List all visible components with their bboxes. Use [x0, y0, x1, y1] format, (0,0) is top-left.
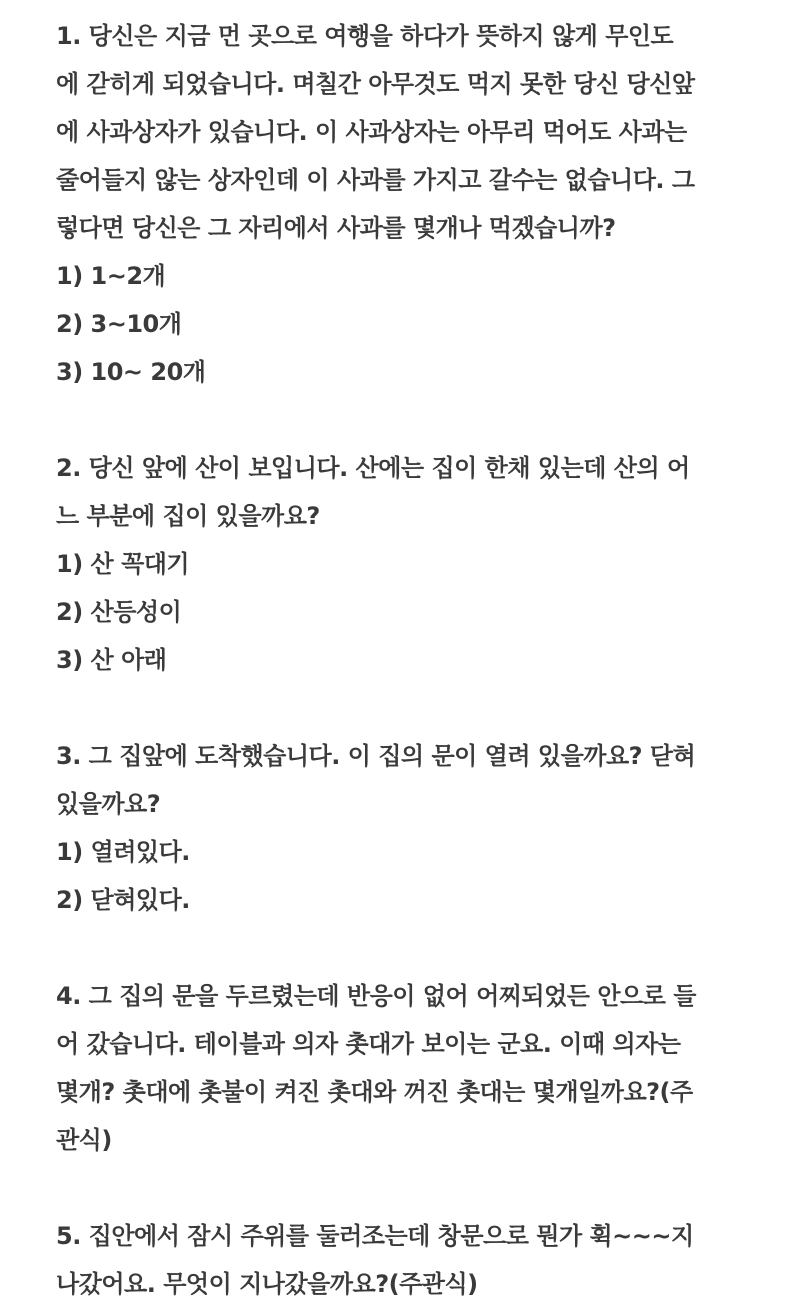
- question-text-line: 몇개? 촛대에 촛불이 켜진 촛대와 꺼진 촛대는 몇개일까요?(주: [56, 1078, 693, 1106]
- spacer: [56, 1164, 793, 1212]
- question-text-line: 4. 그 집의 문을 두르렸는데 반응이 없어 어찌되었든 안으로 들: [56, 982, 696, 1010]
- question-text-line: 있을까요?: [56, 790, 161, 818]
- question-text-line: 렇다면 당신은 그 자리에서 사과를 몇개나 먹겠습니까?: [56, 214, 616, 242]
- question-text-line: 에 갇히게 되었습니다. 며칠간 아무것도 먹지 못한 당신 당신앞: [56, 70, 695, 98]
- question-text-line: 관식): [56, 1126, 112, 1154]
- question-2: [56, 444, 793, 684]
- answer-option: 3) 10~ 20개: [56, 358, 206, 386]
- question-text-line: 5. 집안에서 잠시 주위를 둘러조는데 창문으로 뭔가 휙~~~지: [56, 1222, 694, 1250]
- question-text-line: 1. 당신은 지금 먼 곳으로 여행을 하다가 뜻하지 않게 무인도: [56, 22, 674, 50]
- question-text-line: 에 사과상자가 있습니다. 이 사과상자는 아무리 먹어도 사과는: [56, 118, 687, 146]
- answer-option: 2) 3~10개: [56, 310, 182, 338]
- question-1: [56, 12, 793, 396]
- answer-option: 3) 산 아래: [56, 646, 167, 674]
- spacer: [56, 684, 793, 732]
- answer-option: 1) 열려있다.: [56, 838, 190, 866]
- question-text-line: 나갔어요. 무엇이 지나갔을까요?(주관식): [56, 1270, 478, 1298]
- answer-option: 1) 1~2개: [56, 262, 166, 290]
- answer-option: 2) 닫혀있다.: [56, 886, 190, 914]
- question-text-line: 2. 당신 앞에 산이 보입니다. 산에는 집이 한채 있는데 산의 어: [56, 454, 690, 482]
- answer-option: 2) 산등성이: [56, 598, 182, 626]
- answer-option: 1) 산 꼭대기: [56, 550, 190, 578]
- question-text-line: 3. 그 집앞에 도착했습니다. 이 집의 문이 열려 있을까요? 닫혀: [56, 742, 696, 770]
- question-5: [56, 1212, 793, 1308]
- spacer: [56, 924, 793, 972]
- question-4: [56, 972, 793, 1164]
- spacer: [56, 396, 793, 444]
- question-3: [56, 732, 793, 924]
- question-text-line: 줄어들지 않는 상자인데 이 사과를 가지고 갈수는 없습니다. 그: [56, 166, 695, 194]
- question-text-line: 느 부분에 집이 있을까요?: [56, 502, 320, 530]
- question-text-line: 어 갔습니다. 테이블과 의자 촛대가 보이는 군요. 이때 의자는: [56, 1030, 681, 1058]
